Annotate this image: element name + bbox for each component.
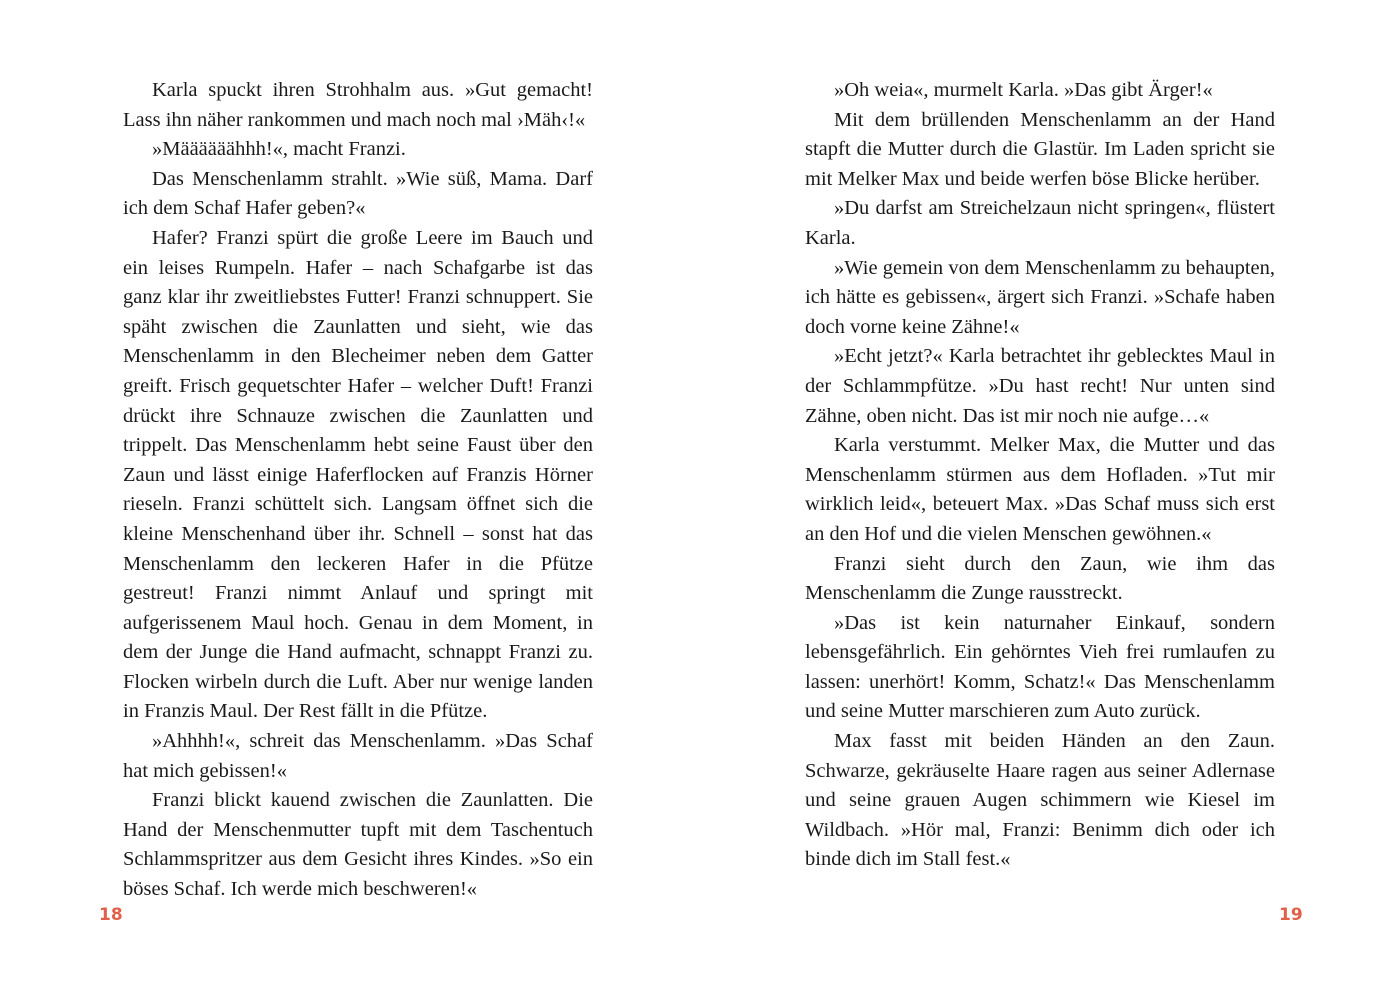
paragraph: »Ahhhh!«, schreit das Menschenlamm. »Das Schaf hat mich gebissen!« [123, 730, 593, 782]
left-page-text [123, 76, 593, 905]
paragraph: Hafer? Franzi spürt die große Leere im Bauch und ein leises Rumpeln. Hafer – nach Schafgarbe ist das ganz klar ihr zweitliebstes Futter! Franzi schnuppert. Sie späht zwischen die Zaunlatten und sieht, wie das Menschenlamm in den Blecheimer neben dem Gatter greift. Frisch gequetschter Hafer – welcher Duft! Franzi drückt ihre Schnauze zwischen die Zaunlatten und trippelt. Das Menschenlamm hebt seine Faust über den Zaun und lässt einige Haferflocken auf Franzis Hörner rieseln. Franzi schüttelt sich. Langsam öffnet sich die kleine Menschenhand über ihr. Schnell – sonst hat das Menschenlamm den leckeren Hafer in die Pfütze gestreut! Franzi nimmt Anlauf und springt mit aufgerissenem Maul hoch. Genau in dem Moment, in dem der Junge die Hand aufmacht, schnappt Franzi zu. Flocken wirbeln durch die Luft. Aber nur wenige landen in Franzis Maul. Der Rest fällt in die Pfütze. [123, 226, 593, 723]
paragraph: Franzi sieht durch den Zaun, wie ihm das Menschenlamm die Zunge rausstreckt. [805, 552, 1275, 605]
paragraph: Mit dem brüllenden Menschenlamm an der Hand stapft die Mutter durch die Glastür. Im Laden spricht sie mit Melker Max und beide werfen böse Blicke herüber. [805, 108, 1275, 190]
paragraph: »Määäääähhh!«, macht Franzi. [152, 138, 406, 161]
paragraph: »Du darfst am Streichelzaun nicht springen«, flüstert Karla. [805, 197, 1275, 249]
paragraph: »Echt jetzt?« Karla betrachtet ihr geblecktes Maul in der Schlammpfütze. »Du hast recht! Nur unten sind Zähne, oben nicht. Das ist mir noch nie aufge…« [805, 345, 1275, 427]
paragraph: Karla spuckt ihren Strohhalm aus. »Gut gemacht! Lass ihn näher rankommen und mach noch mal ›Mäh‹!« [123, 79, 593, 131]
paragraph: Franzi blickt kauend zwischen die Zaunlatten. Die Hand der Menschenmutter tupft mit dem Taschentuch Schlammspritzer aus dem Gesicht ihres Kindes. »So ein böses Schaf. Ich werde mich beschweren!« [123, 789, 593, 901]
paragraph: »Oh weia«, murmelt Karla. »Das gibt Ärger!« [834, 79, 1213, 101]
paragraph: »Wie gemein von dem Menschenlamm zu behaupten, ich hätte es gebissen«, ärgert sich Franzi. »Schafe haben doch vorne keine Zähne!« [805, 256, 1275, 338]
paragraph: »Das ist kein naturnaher Einkauf, sondern lebensgefährlich. Ein gehörntes Vieh frei rumlaufen zu lassen: unerhört! Komm, Schatz!« Das Menschenlamm und seine Mutter marschieren zum Auto zurück. [805, 611, 1275, 723]
paragraph: Karla verstummt. Melker Max, die Mutter und das Menschenlamm stürmen aus dem Hofladen. »Tut mir wirklich leid«, beteuert Max. »Das Schaf muss sich erst an den Hof und die vielen Menschen gewöhnen.« [805, 434, 1275, 545]
right-page-text [805, 76, 1275, 875]
paragraph: Das Menschenlamm strahlt. »Wie süß, Mama. Darf ich dem Schaf Hafer geben?« [123, 167, 593, 220]
page-number-left: 18 [99, 905, 123, 925]
page-number-right: 19 [1279, 905, 1303, 925]
paragraph: Max fasst mit beiden Händen an den Zaun. Schwarze, gekräuselte Haare ragen aus seiner Adlernase und seine grauen Augen schimmern wie Kiesel im Wildbach. »Hör mal, Franzi: Benimm dich oder ich binde dich im Stall fest.« [805, 730, 1275, 871]
